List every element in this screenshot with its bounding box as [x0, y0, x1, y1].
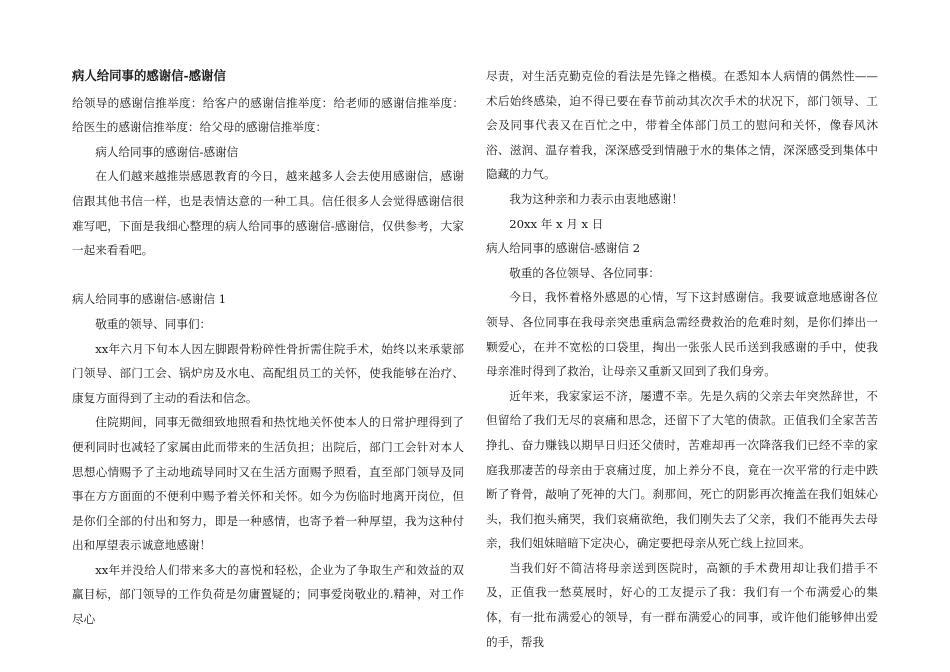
letter2-heading: 病人给同事的感谢信-感谢信 2	[486, 241, 641, 256]
letter2-salutation: 敬重的各位领导、各位同事：	[509, 265, 660, 280]
intro-paragraph: 在人们越来越推崇感恩教育的今日，越来越多人会去使用感谢信，感谢信跟其他书信一样，也是表情达意的一种工具。信任很多人会觉得感谢信很难写吧，下面是我细心整理的病人给同事的感谢信-感谢信，仅供参考，大家一起来看看吧。	[72, 169, 464, 258]
letter2-paragraph-2: 近年来，我家家运不济，屡遭不幸。先是久病的父亲去年突然辞世，不但留给了我们无尽的哀痛和思念，还留下了大笔的债款。正值我们全家苦苦挣扎、奋力赚钱以期早日归还父债时，苦难却再一次降落我们已经不幸的家庭我那凄苦的母亲由于哀痛过度，加上养分不良，竟在一次平常的行走中跌断了脊骨，敲响了死神的大门。刹那间，死亡的阴影再次掩盖在我们姐妹心头，我们抱头痛哭，我们哀痛欲绝，我们刚失去了父亲，我们不能再失去母亲，我们姐妹暗暗下定决心，确定要把母亲从死亡线上拉回来。	[486, 388, 878, 551]
letter1-salutation: 敬重的领导、同事们：	[95, 316, 212, 331]
document-title: 病人给同事的感谢信-感谢信	[72, 68, 226, 83]
date-line: 20xx 年 x 月 x 日	[509, 216, 604, 231]
left-column	[72, 64, 464, 632]
letter1-paragraph-1: xx年六月下旬本人因左脚跟骨粉碎性骨折需住院手术，始终以来承蒙部门领导、部门工会、锅炉房及水电、高配组员工的关怀，使我能够在治疗、康复方面得到了主动的看法和信念。	[72, 341, 464, 405]
letter1-heading: 病人给同事的感谢信-感谢信 1	[72, 292, 227, 307]
intro-heading: 病人给同事的感谢信-感谢信	[95, 144, 239, 159]
continued-paragraph: 尽责，对生活克勤克俭的看法是先锋之楷模。在悉知本人病情的偶然性——术后始终感染，迫不得已要在春节前动其次次手术的状况下，部门领导、工会及同事代表又在百忙之中，带着全体部门员工的慰问和关怀，像春风沐浴、滋润、温存着我，深深感受到情融于水的集体之情，深深感受到集体中隐藏的力气。	[486, 69, 878, 182]
letter2-paragraph-1: 今日，我怀着格外感恩的心情，写下这封感谢信。我要诚意地感谢各位领导、各位同事在我母亲突患重病急需经费救治的危难时刻，是你们捧出一颗爱心，在并不宽松的口袋里，掏出一张张人民币送到我感谢的手中，使我母亲准时得到了救治，让母亲又重新又回到了我们身旁。	[486, 290, 878, 379]
thanks-line: 我为这种亲和力表示由衷地感谢！	[509, 191, 684, 206]
letter1-paragraph-3: xx年并没给人们带来多大的喜悦和轻松，企业为了争取生产和效益的双赢目标，部门领导的工作负荷是勿庸置疑的；同事爱岗敬业的.精神，对工作尽心	[72, 562, 464, 627]
letter2-paragraph-3: 当我们好不简洁将母亲送到医院时，高额的手术费用却让我们措手不及，正值我一愁莫展时，好心的工友提示了我：我们有一个布满爱心的集体，有一批布满爱心的领导，有一群布满爱心的同事，或许他们能够伸出爱的手，帮我	[486, 560, 878, 649]
right-column	[486, 64, 878, 654]
recommend-line: 给领导的感谢信推举度：给客户的感谢信推举度：给老师的感谢信推举度：给医生的感谢信推举度：给父母的感谢信推举度：	[72, 95, 464, 135]
spacer	[72, 263, 464, 288]
letter1-paragraph-2: 住院期间，同事无微细致地照看和热忱地关怀使本人的日常护理得到了便利同时也减轻了家属由此而带来的生活负担；出院后，部门工会针对本人思想心情赐予了主动地疏导同时又在生活方面赐予照看，直至部门领导及同事在方方面面的不便利中赐予着关怀和关怀。如今为伤临时地离开岗位，但是你们全部的付出和努力，即是一种感情，也寄予着一种厚望，我为这种付出和厚望表示诚意地感谢！	[72, 415, 464, 553]
